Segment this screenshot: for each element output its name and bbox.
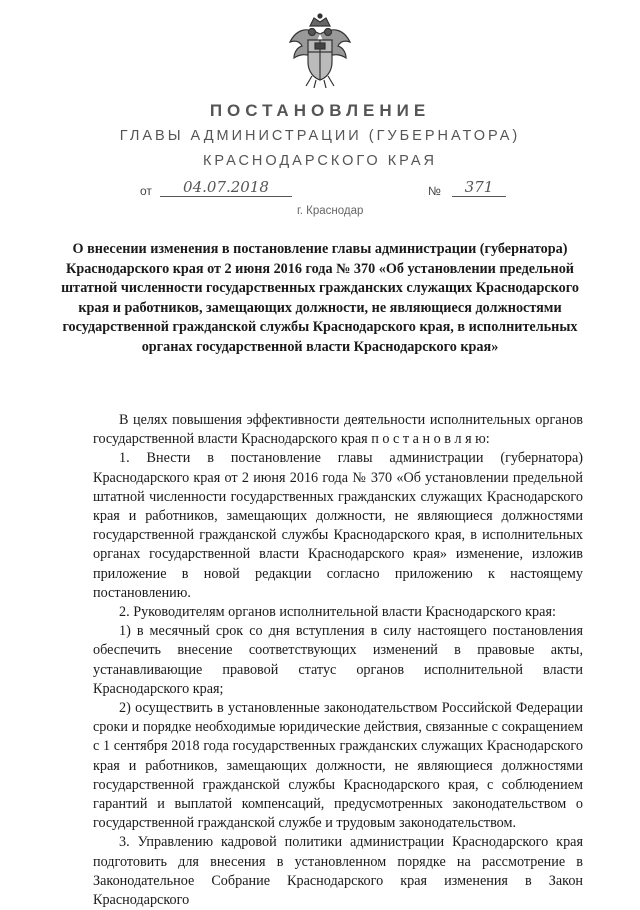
city-label: г. Краснодар: [297, 205, 364, 217]
paragraph-1: 1. Внести в постановление главы администрации (губернатора) Краснодарского края от 2 июня 2016 года № 370 «Об установлении предельной штатной численности государственных гражданских служащих Краснодарского края и работников, замещающих должности, не являющиеся должностями государственной гражданской службы Краснодарского края, в исполнительных органах государственной власти Краснодарского края» изменение, изложив приложение в новой редакции согласно приложению к настоящему постановлению.: [93, 450, 583, 601]
number-value: 371: [452, 178, 506, 197]
coat-of-arms-icon: [286, 12, 354, 90]
document-title: О внесении изменения в постановление главы администрации (губернатора) Краснодарского края от 2 июня 2016 года № 370 «Об установлении предельной штатной численности государственных гражданских служащих Краснодарского края и работников, замещающих должности, не являющиеся должностями государственной гражданской службы Краснодарского края, в исполнительных органах государственной власти Краснодарского края»: [61, 241, 579, 355]
paragraph-2-item-2: 2) осуществить в установленные законодательством Российской Федерации сроки и порядке необходимые юридические действия, связанные с сокращением с 1 сентября 2018 года государственных гражданских служащих Краснодарского края и работников, замещающих должности, не являющиеся должностями государственной гражданской службы Краснодарского края, с соблюдением гарантий и выплатой компенсаций, предусмотренных законодательством о государственной гражданской службе и трудовым законодательством.: [93, 700, 583, 832]
paragraph-2-item-1: 1) в месячный срок со дня вступления в силу настоящего постановления обеспечить внесение соответствующих изменений в правовые акты, устанавливающие правовой статус органов исполнительной власти Краснодарского края;: [93, 623, 583, 697]
document-body: [93, 411, 583, 910]
date-label: от: [140, 184, 152, 198]
issuer-line-1: ГЛАВЫ АДМИНИСТРАЦИИ (ГУБЕРНАТОРА): [119, 128, 521, 144]
issuer-line-2: КРАСНОДАРСКОГО КРАЯ: [202, 153, 438, 169]
date-value: 04.07.2018: [160, 178, 292, 197]
paragraph-2: 2. Руководителям органов исполнительной власти Краснодарского края:: [119, 604, 556, 621]
document-type-heading: ПОСТАНОВЛЕНИЕ: [209, 101, 431, 120]
intro-paragraph: В целях повышения эффективности деятельности исполнительных органов государственной власти Краснодарского края п о с т а н о в л я ю:: [93, 412, 583, 448]
paragraph-3: 3. Управлению кадровой политики администрации Краснодарского края подготовить для внесения в установленном порядке на рассмотрение в Законодательное Собрание Краснодарского края изменения в Закон Краснодарского: [93, 834, 583, 909]
number-label: №: [428, 184, 441, 198]
